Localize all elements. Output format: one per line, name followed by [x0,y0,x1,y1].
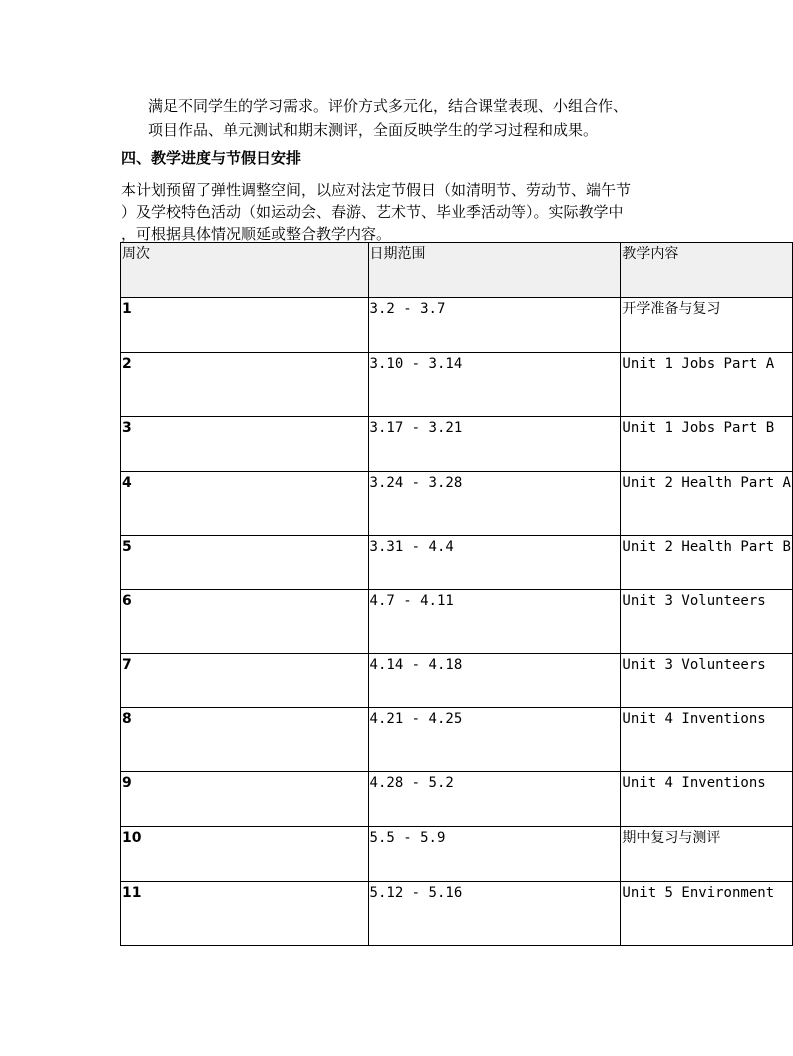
intro-line: 本计划预留了弹性调整空间，以应对法定节假日（如清明节、劳动节、端午节 [121,181,632,199]
dates-cell: 4.28 - 5.2 [368,772,621,827]
table-row [121,417,793,472]
content-cell: Unit 2 Health Part A [621,472,793,536]
header-content: 教学内容 [621,243,793,298]
content-cell: Unit 2 Health Part B [621,536,793,590]
week-cell: 5 [121,536,369,590]
header-dates: 日期范围 [368,243,621,298]
dates-cell: 3.10 - 3.14 [368,353,621,417]
dates-cell: 4.14 - 4.18 [368,654,621,708]
content-cell: Unit 4 Inventions [621,708,793,772]
table-row [121,654,793,708]
week-cell: 2 [121,353,369,417]
week-cell: 4 [121,472,369,536]
table-row [121,882,793,946]
week-cell: 6 [121,590,369,654]
content-cell: Unit 3 Volunteers [621,590,793,654]
content-cell: Unit 1 Jobs Part B [621,417,793,472]
section-heading: 四、教学进度与节假日安排 [121,149,302,167]
dates-cell: 5.5 - 5.9 [368,827,621,882]
table-row [121,353,793,417]
content-cell: 期中复习与测评 [621,827,793,882]
dates-cell: 3.31 - 4.4 [368,536,621,590]
table-row [121,708,793,772]
dates-cell: 4.21 - 4.25 [368,708,621,772]
table-header-row [121,243,793,298]
content-cell: Unit 1 Jobs Part A [621,353,793,417]
content-cell: 开学准备与复习 [621,298,793,353]
table-row [121,590,793,654]
week-cell: 7 [121,654,369,708]
schedule-table [120,242,793,946]
dates-cell: 4.7 - 4.11 [368,590,621,654]
dates-cell: 3.2 - 3.7 [368,298,621,353]
table-row [121,472,793,536]
week-cell: 11 [121,882,369,946]
content-cell: Unit 5 Environment [621,882,793,946]
intro-line: ，可根据具体情况顺延或整合教学内容。 [121,225,392,243]
table-row [121,772,793,827]
week-cell: 9 [121,772,369,827]
dates-cell: 3.17 - 3.21 [368,417,621,472]
content-cell: Unit 3 Volunteers [621,654,793,708]
table-row [121,827,793,882]
paragraph-continuation [148,94,688,142]
header-week: 周次 [121,243,369,298]
intro-line: ）及学校特色活动（如运动会、春游、艺术节、毕业季活动等）。实际教学中 [121,203,624,221]
content-cell: Unit 4 Inventions [621,772,793,827]
intro-paragraph [121,179,681,245]
table-row [121,536,793,590]
week-cell: 8 [121,708,369,772]
paragraph-line: 满足不同学生的学习需求。评价方式多元化，结合课堂表现、小组合作、 [148,97,629,115]
paragraph-line: 项目作品、单元测试和期末测评，全面反映学生的学习过程和成果。 [148,121,599,139]
table-row [121,298,793,353]
week-cell: 10 [121,827,369,882]
week-cell: 3 [121,417,369,472]
dates-cell: 5.12 - 5.16 [368,882,621,946]
week-cell: 1 [121,298,369,353]
dates-cell: 3.24 - 3.28 [368,472,621,536]
